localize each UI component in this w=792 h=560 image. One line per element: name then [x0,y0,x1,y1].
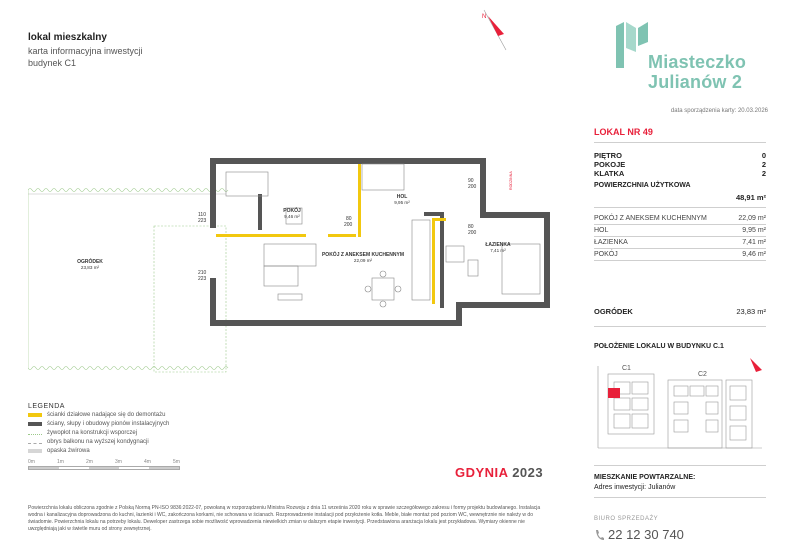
svg-text:RODZINNA: RODZINNA [509,171,513,190]
dim-door-3-height: 200 [468,230,477,236]
brand-name-line2 [648,72,742,93]
divider [594,236,766,237]
summary-value: 2 [761,160,766,169]
dim-window-1-height: 223 [198,218,207,224]
scale-label: 5m [173,459,180,465]
room-area-bathroom: 7,41 m² [490,248,506,253]
room-value: 9,95 m² [742,227,766,234]
legend-text: opaska żwirowa [47,448,90,454]
location-title: POŁOŻENIE LOKALU W BUDYNKU C.1 [594,343,724,350]
usable-area-value: 48,91 m² [735,193,766,202]
dim-window-2-height: 223 [198,276,207,282]
garden-label: OGRÓDEK [594,307,633,316]
entrance-label [509,171,513,190]
dim-door-2-height: 200 [468,184,477,190]
sales-office-label: BIURO SPRZEDAŻY [594,516,659,522]
card-subtitle: karta informacyjna inwestycji [28,46,143,56]
scale-bar [28,459,180,470]
repeat-title: MIESZKANIE POWTARZALNE: [594,474,696,481]
north-arrow-icon [478,6,514,54]
legend-title: LEGENDA [28,403,65,410]
room-label-kitchen: POKÓJ Z ANEKSEM KUCHENNYM [321,252,405,258]
divider [594,224,766,225]
divider [594,497,766,498]
divider [594,207,766,208]
brand-number: 2 [731,72,743,92]
legend-text: ścianki działowe nadające się do demontażu [47,412,166,418]
legend-text: żywopłot na konstrukcji wsporczej [47,430,138,436]
room-area-pokoj: 9,46 m² [284,214,300,219]
room-area-kitchen: 22,09 m² [353,258,373,263]
svg-text:N: N [482,14,487,20]
date-created: data sporządzenia karty: 20.03.2026 [670,108,768,114]
dim-window-2-width: 210 [198,270,207,276]
legend-item-balcony [28,438,149,446]
dim-door-1-height: 200 [344,222,353,228]
room-area-garden: 23,83 m² [80,265,100,270]
legend-item-partitions [28,411,165,419]
divider [594,465,766,466]
unit-location-marker [608,388,620,398]
building-key-plan [594,356,770,456]
room-label: ŁAZIENKA [594,239,628,246]
legend-text: obrys balkonu na wyższej kondygnacji [47,439,149,445]
room-value: 9,46 m² [742,251,766,258]
summary-row-floor [594,151,766,160]
scale-label: 3m [115,459,122,465]
summary-label: KLATKA [594,169,625,178]
north-arrow-small-icon [750,358,762,372]
room-row [594,239,766,246]
legend-swatch [28,449,42,453]
dim-door-2-width: 90 [468,178,474,184]
brand-name-line1: Miasteczko [648,52,747,72]
scale-label: 2m [86,459,93,465]
legend-swatch [28,413,42,417]
unit-number: LOKAL NR 49 [594,127,653,137]
room-label: POKÓJ Z ANEKSEM KUCHENNYM [594,215,707,222]
summary-value: 2 [761,169,766,178]
room-row [594,251,766,258]
scale-label: 1m [57,459,64,465]
building-c1-label: C1 [622,365,631,372]
usable-area-row [594,193,766,202]
usable-area-label: POWIERZCHNIA UŻYTKOWA [594,182,691,189]
city-year [455,465,543,480]
floor-plan [28,150,558,400]
legend-item-hedge [28,429,137,437]
summary-label: PIĘTRO [594,151,622,160]
legend-swatch [28,422,42,426]
room-row [594,227,766,234]
legend-item-gravel [28,447,90,455]
legend-swatch [28,441,42,444]
divider [594,326,766,327]
legend-text: ściany, słupy i obudowy pionów instalacyjnych [47,421,170,427]
phone-icon [594,529,604,541]
room-label-pokoj: POKÓJ [283,208,301,214]
room-value: 22,09 m² [738,215,766,222]
room-label: HOL [594,227,609,234]
divider [594,260,766,261]
building-c2-label: C2 [698,371,707,378]
disclaimer: Powierzchnia lokalu obliczona zgodnie z Polską Normą PN-ISO 9836:2022-07, powołaną w rozporządzeniu Ministra Rozwoju z dnia 11 września 2020 roku w sprawie szczegółowego zakresu i formy projektu budowlanego. Instalacja wodna i kanalizacyjna doprowadzona do kuchni, łazienki i WC, zakończona korkami, nie schowana w ścianach. Rozprowadzenie instalacji pod przyłożenie kotła. Meble, białe montaż pod poziom WC, wewnętrznie nie należy w do świadomie. Powierzchnia lokalu na potrzeby lokalu. Deweloper zastrzega sobie możliwość wprowadzenia niewielkich zmian w dalszym etapie inwestycji. Przedstawiona aranżacja lokalu jest przykładowa. Wymiary okienne nie uwzględniają jaki w świetle muru od strony zewnętrznej. [28,505,541,532]
brand-logo-icon [612,18,652,72]
garden-value: 23,83 m² [736,307,766,316]
room-label-garden: OGRÓDEK [77,259,103,265]
demountable-partitions [216,164,446,304]
dim-door-1-width: 80 [346,216,352,222]
garden-row [594,307,766,316]
scale-label: 4m [144,459,151,465]
legend-item-walls [28,420,169,428]
room-label: POKÓJ [594,251,618,258]
summary-label: POKOJE [594,160,626,169]
room-label-hol: HOL [396,194,408,200]
investment-address: Adres inwestycji: Julianów [594,484,676,491]
room-label-bathroom: ŁAZIENKA [485,242,511,248]
building-label: budynek C1 [28,58,77,68]
summary-value: 0 [761,151,766,160]
city-name: GDYNIA [455,465,509,480]
room-value: 7,41 m² [742,239,766,246]
divider [594,248,766,249]
unit-type-title: lokal mieszkalny [28,32,107,43]
divider [594,142,766,143]
brand-name-word: Julianów [648,72,727,92]
summary-row-staircase [594,169,766,178]
city-year-value: 2023 [512,465,544,480]
scale-label: 0m [28,459,35,465]
room-area-hol: 9,95 m² [394,200,410,205]
room-row [594,215,766,222]
legend-swatch [28,432,42,435]
sales-phone[interactable]: 22 12 30 740 [608,527,684,542]
dim-door-3-width: 80 [468,224,474,230]
dim-window-1-width: 110 [198,212,206,218]
summary-row-rooms [594,160,766,169]
